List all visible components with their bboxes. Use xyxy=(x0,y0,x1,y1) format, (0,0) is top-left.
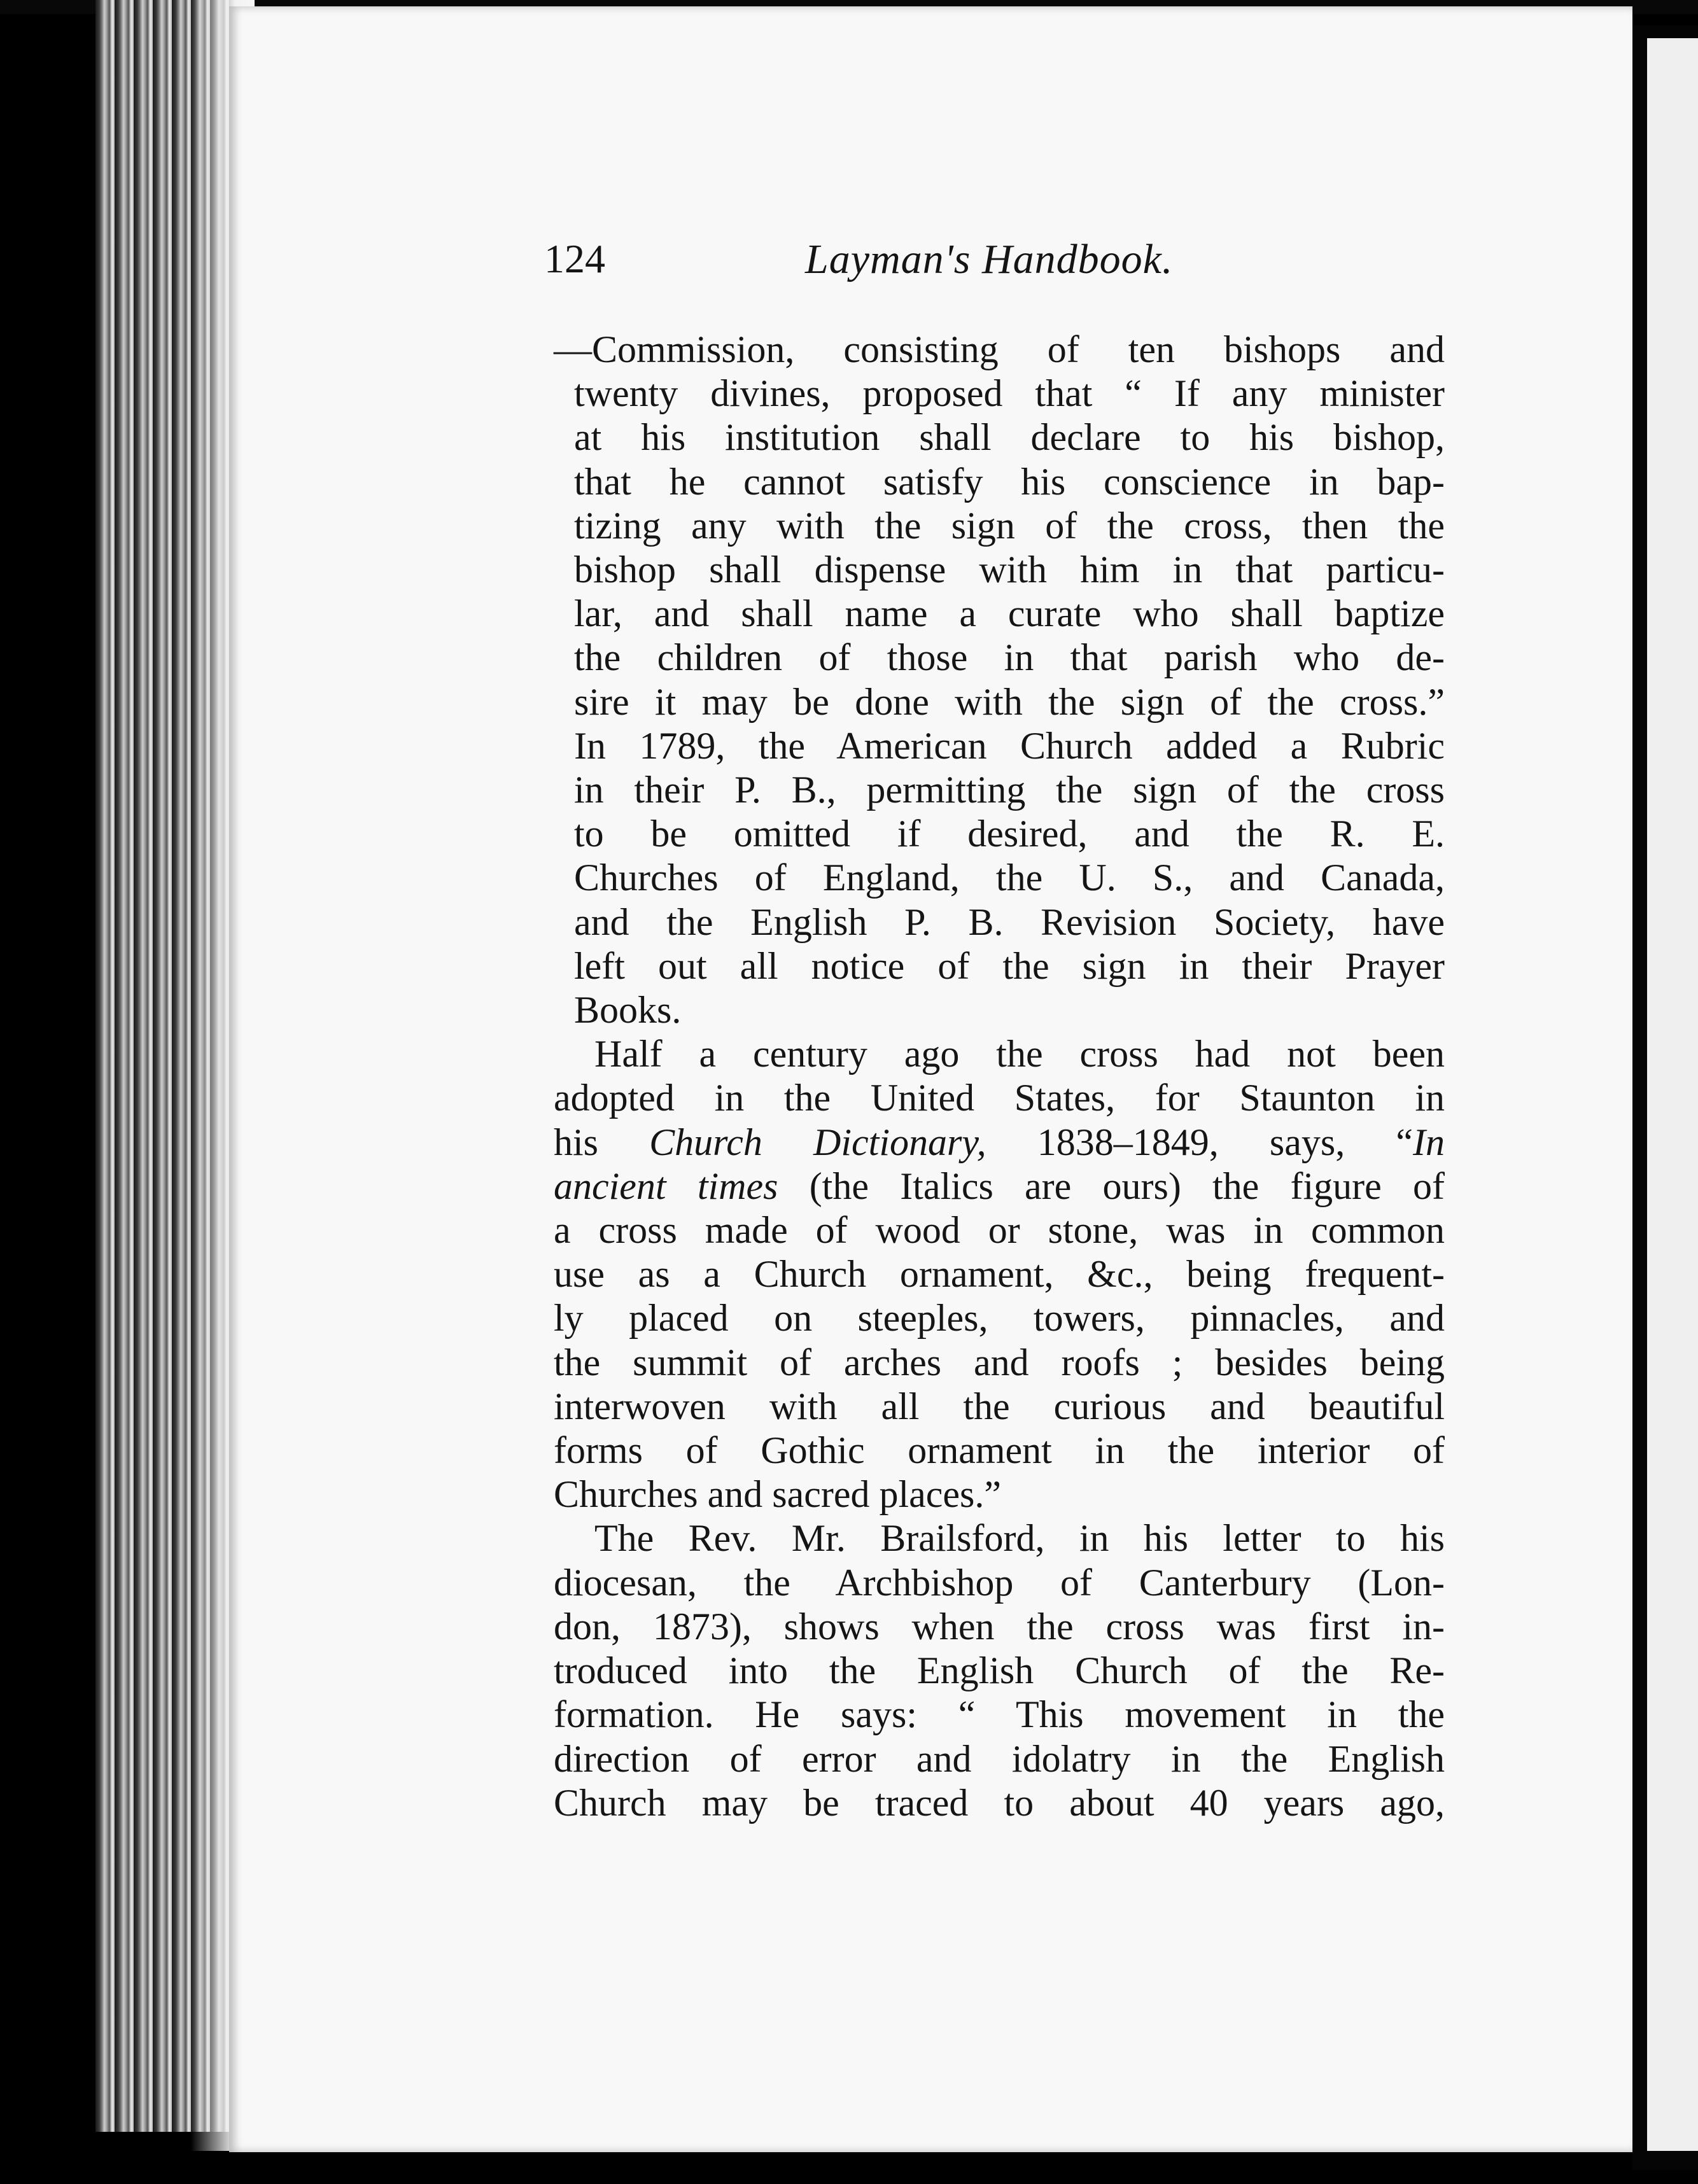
text-line: lar, and shall name a curate who shall baptize xyxy=(574,592,1445,635)
text-line: bishop shall dispense with him in that particu- xyxy=(574,549,1445,591)
body-text xyxy=(554,328,1445,1825)
italic-run: ancient times xyxy=(554,1165,778,1207)
text-line: at his institution shall declare to his bishop, xyxy=(574,416,1445,459)
text-line: adopted in the United States, for Staunton in xyxy=(554,1077,1445,1119)
paragraph-3 xyxy=(554,1516,1445,1824)
text-line: direction of error and idolatry in the English xyxy=(554,1737,1445,1780)
text-line: forms of Gothic ornament in the interior of xyxy=(554,1429,1445,1472)
text-line: formation. He says: “ This movement in the xyxy=(554,1693,1445,1736)
text-line: twenty divines, proposed that “ If any minister xyxy=(574,372,1445,415)
text-line: interwoven with all the curious and beautiful xyxy=(554,1385,1445,1427)
text-line: sire it may be done with the sign of the cross.” xyxy=(574,680,1445,723)
running-head xyxy=(544,235,1193,299)
text-line: Church may be traced to about 40 years ago, xyxy=(554,1781,1445,1824)
text-run: his xyxy=(554,1121,650,1163)
book-title-italic: Church Dictionary, xyxy=(649,1121,986,1163)
text-line: the summit of arches and roofs ; besides being xyxy=(554,1341,1445,1383)
paragraph-2 xyxy=(554,1032,1445,1516)
paragraph-1 xyxy=(554,328,1445,1032)
text-line: The Rev. Mr. Brailsford, in his letter to his xyxy=(594,1517,1445,1560)
facing-page-edge xyxy=(1647,38,1698,2151)
text-line: and the English P. B. Revision Society, have xyxy=(574,900,1445,943)
text-line: a cross made of wood or stone, was in common xyxy=(554,1209,1445,1252)
text-line: —Commission, consisting of ten bishops and xyxy=(554,328,1445,370)
text-line: diocesan, the Archbishop of Canterbury (Lon- xyxy=(554,1561,1445,1604)
text-line: left out all notice of the sign in their Prayer xyxy=(574,944,1445,987)
book-title: Layman's Handbook. xyxy=(805,236,1174,283)
text-line: ly placed on steeples, towers, pinnacles, and xyxy=(554,1297,1445,1340)
text-line: the children of those in that parish who de- xyxy=(574,636,1445,679)
text-line: In 1789, the American Church added a Rubric xyxy=(574,724,1445,767)
text-line: don, 1873), shows when the cross was first in- xyxy=(554,1605,1445,1648)
text-line-mixed xyxy=(554,1121,1445,1165)
text-line: Churches of England, the U. S., and Canada, xyxy=(574,857,1445,899)
text-line: Churches and sacred places.” xyxy=(554,1473,1002,1516)
text-run: (the Italics are ours) the figure of xyxy=(778,1165,1445,1207)
page-number: 124 xyxy=(544,236,605,281)
text-line: Books. xyxy=(574,989,682,1032)
text-line: tizing any with the sign of the cross, then the xyxy=(574,504,1445,547)
text-run: 1838–1849, says, “ xyxy=(986,1121,1414,1163)
text-line: in their P. B., permitting the sign of the cross xyxy=(574,769,1445,811)
text-line: that he cannot satisfy his conscience in bap- xyxy=(574,460,1445,503)
text-line: Half a century ago the cross had not been xyxy=(594,1033,1445,1075)
italic-run: In xyxy=(1413,1121,1445,1163)
text-line: to be omitted if desired, and the R. E. xyxy=(574,813,1445,855)
text-line-mixed xyxy=(554,1165,1445,1208)
text-line: use as a Church ornament, &c., being frequent- xyxy=(554,1253,1445,1296)
text-line: troduced into the English Church of the Re- xyxy=(554,1649,1445,1692)
